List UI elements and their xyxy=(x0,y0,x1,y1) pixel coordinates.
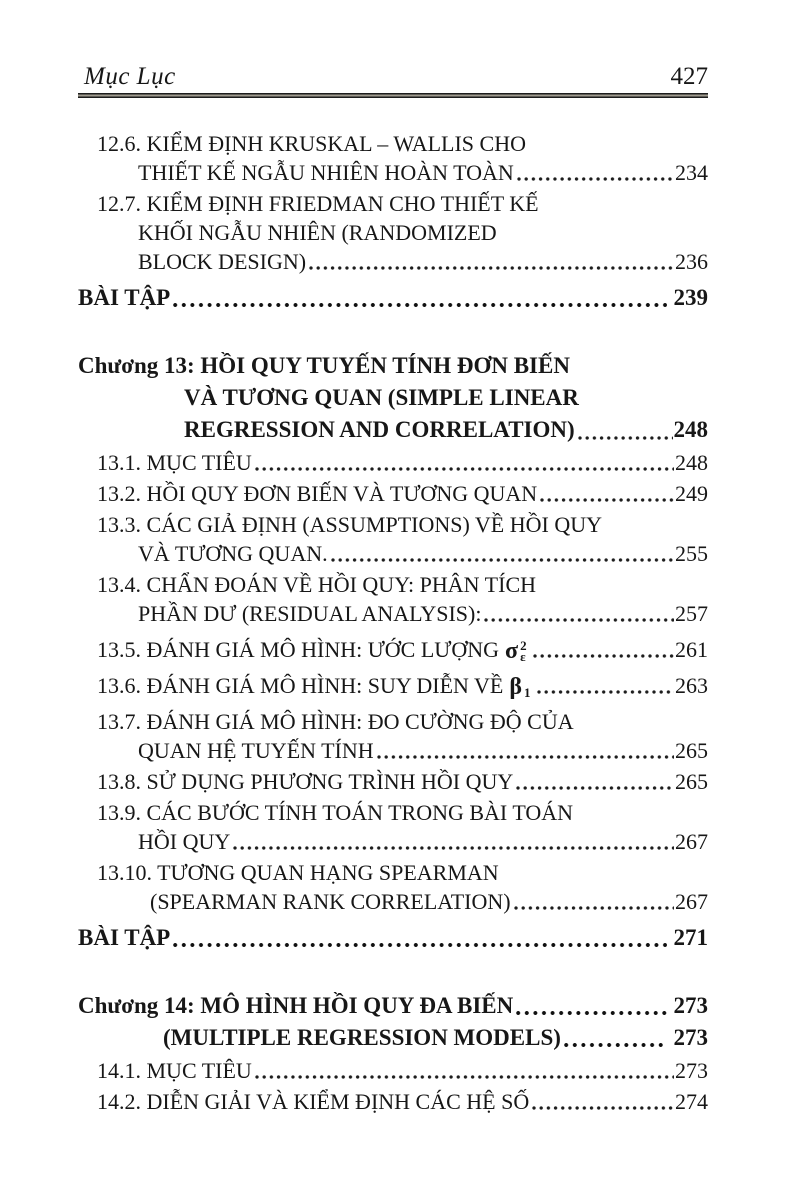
toc-line xyxy=(78,350,708,382)
dot-leader xyxy=(564,1043,667,1047)
toc-line xyxy=(78,510,708,539)
toc-line-text: 13.5. ĐÁNH GIÁ MÔ HÌNH: ƯỚC LƯỢNG xyxy=(97,637,500,662)
toc-line-text: 13.8. SỬ DỤNG PHƯƠNG TRÌNH HỒI QUY xyxy=(97,769,514,794)
toc-line-text: 12.6. KIỂM ĐỊNH KRUSKAL – WALLIS CHO xyxy=(97,131,526,156)
toc-line xyxy=(78,1087,708,1116)
math-symbol xyxy=(509,672,530,701)
toc-page-number: 265 xyxy=(675,769,708,794)
toc-line xyxy=(78,827,708,856)
toc-line-text: PHẦN DƯ (RESIDUAL ANALYSIS): xyxy=(138,601,482,626)
toc-line-text: VÀ TƯƠNG QUAN. xyxy=(138,541,328,566)
toc-line-text: REGRESSION AND CORRELATION) xyxy=(184,417,575,442)
toc-line xyxy=(78,1056,708,1085)
toc-page-number: 273 xyxy=(673,993,708,1018)
toc-line xyxy=(78,570,708,599)
math-symbol xyxy=(505,636,527,665)
math-subscript: ε xyxy=(520,648,526,664)
toc-line xyxy=(78,635,708,664)
toc-line xyxy=(78,767,708,796)
math-symbol-base: σ xyxy=(505,637,519,664)
toc-line-text: 13.7. ĐÁNH GIÁ MÔ HÌNH: ĐO CƯỜNG ĐỘ CỦA xyxy=(97,709,574,734)
toc-line xyxy=(78,247,708,276)
dot-leader xyxy=(540,498,674,502)
toc-line xyxy=(78,990,708,1022)
toc-line-text: 12.7. KIỂM ĐỊNH FRIEDMAN CHO THIẾT KẾ xyxy=(97,191,539,216)
toc-page-number: 249 xyxy=(675,481,708,506)
toc-page-number: 261 xyxy=(675,637,708,662)
toc-page-number: 236 xyxy=(675,249,708,274)
toc-page-number: 271 xyxy=(673,925,708,950)
toc-line-text: Chương 13: HỒI QUY TUYẾN TÍNH ĐƠN BIẾN xyxy=(78,353,570,378)
toc-line-text: 13.1. MỤC TIÊU xyxy=(97,450,252,475)
toc-line xyxy=(78,382,708,414)
dot-leader xyxy=(537,690,674,694)
dot-leader xyxy=(255,467,674,471)
math-symbol-base: β xyxy=(509,673,523,700)
toc-line xyxy=(78,858,708,887)
toc-line-text: (MULTIPLE REGRESSION MODELS) xyxy=(163,1025,561,1050)
page-content xyxy=(78,0,708,1116)
math-sup-sub-stack xyxy=(520,637,527,664)
running-header-page-number: 427 xyxy=(670,63,708,90)
table-of-contents xyxy=(78,98,708,1116)
toc-line-text: 13.6. ĐÁNH GIÁ MÔ HÌNH: SUY DIỄN VỀ xyxy=(97,673,504,698)
toc-page-number: 248 xyxy=(675,450,708,475)
dot-leader xyxy=(514,906,674,910)
toc-line xyxy=(78,218,708,247)
toc-line-text: QUAN HỆ TUYẾN TÍNH xyxy=(138,738,374,763)
toc-line-text: 13.9. CÁC BƯỚC TÍNH TOÁN TRONG BÀI TOÁN xyxy=(97,800,574,825)
dot-leader xyxy=(309,266,674,270)
toc-line-text: 13.10. TƯƠNG QUAN HẠNG SPEARMAN xyxy=(97,860,499,885)
dot-leader xyxy=(517,177,674,181)
toc-page-number: 267 xyxy=(675,829,708,854)
toc-line-text: (SPEARMAN RANK CORRELATION) xyxy=(150,889,511,914)
toc-line xyxy=(78,887,708,916)
dot-leader xyxy=(484,618,674,622)
toc-line xyxy=(78,1022,708,1054)
toc-line-text: KHỐI NGẪU NHIÊN (RANDOMIZED xyxy=(138,220,497,245)
toc-line xyxy=(78,736,708,765)
toc-page-number: 234 xyxy=(675,160,708,185)
dot-leader xyxy=(377,755,674,759)
toc-page-number: 257 xyxy=(675,601,708,626)
toc-line xyxy=(78,707,708,736)
toc-page-number: 239 xyxy=(673,285,708,310)
toc-line xyxy=(78,414,708,446)
toc-page-number: 273 xyxy=(673,1025,708,1050)
dot-leader xyxy=(173,303,666,307)
toc-line xyxy=(78,479,708,508)
dot-leader xyxy=(532,1106,674,1110)
toc-line xyxy=(78,448,708,477)
toc-line-text: BÀI TẬP xyxy=(78,925,171,950)
toc-line-text: BÀI TẬP xyxy=(78,285,171,310)
math-sup-sub-stack xyxy=(524,676,531,698)
toc-line-text: VÀ TƯƠNG QUAN (SIMPLE LINEAR xyxy=(184,385,579,410)
toc-page-number: 267 xyxy=(675,889,708,914)
toc-line xyxy=(78,282,708,314)
dot-leader xyxy=(255,1075,674,1079)
dot-leader xyxy=(516,786,674,790)
toc-page-number: 263 xyxy=(675,673,708,698)
toc-page-number: 248 xyxy=(673,417,708,442)
toc-page-number: 273 xyxy=(675,1058,708,1083)
toc-line-text: Chương 14: MÔ HÌNH HỒI QUY ĐA BIẾN xyxy=(78,993,514,1018)
toc-line xyxy=(78,671,708,700)
toc-line-text: 13.3. CÁC GIẢ ĐỊNH (ASSUMPTIONS) VỀ HỒI QUY xyxy=(97,512,602,537)
toc-line xyxy=(78,158,708,187)
toc-line-text: 13.4. CHẨN ĐOÁN VỀ HỒI QUY: PHÂN TÍCH xyxy=(97,572,537,597)
dot-leader xyxy=(173,943,666,947)
dot-leader xyxy=(533,654,674,658)
toc-line-text: 14.1. MỤC TIÊU xyxy=(97,1058,252,1083)
math-superscript: 2 xyxy=(520,637,527,653)
math-subscript: 1 xyxy=(524,684,531,700)
toc-page-number: 274 xyxy=(675,1089,708,1114)
toc-line xyxy=(78,798,708,827)
toc-page-number: 265 xyxy=(675,738,708,763)
running-header xyxy=(78,0,708,92)
toc-line xyxy=(78,922,708,954)
toc-line xyxy=(78,599,708,628)
dot-leader xyxy=(516,1011,666,1015)
dot-leader xyxy=(233,846,674,850)
toc-line-text: 14.2. DIỄN GIẢI VÀ KIỂM ĐỊNH CÁC HỆ SỐ xyxy=(97,1089,530,1114)
toc-page-number: 255 xyxy=(675,541,708,566)
toc-line xyxy=(78,129,708,158)
toc-line-text: BLOCK DESIGN) xyxy=(138,249,307,274)
toc-line-text: HỒI QUY xyxy=(138,829,231,854)
toc-line-text: 13.2. HỒI QUY ĐƠN BIẾN VÀ TƯƠNG QUAN xyxy=(97,481,538,506)
toc-line xyxy=(78,539,708,568)
dot-leader xyxy=(331,558,674,562)
dot-leader xyxy=(578,436,673,440)
toc-line-text: THIẾT KẾ NGẪU NHIÊN HOÀN TOÀN xyxy=(138,160,514,185)
toc-line xyxy=(78,189,708,218)
running-header-title: Mục Lục xyxy=(84,63,176,90)
